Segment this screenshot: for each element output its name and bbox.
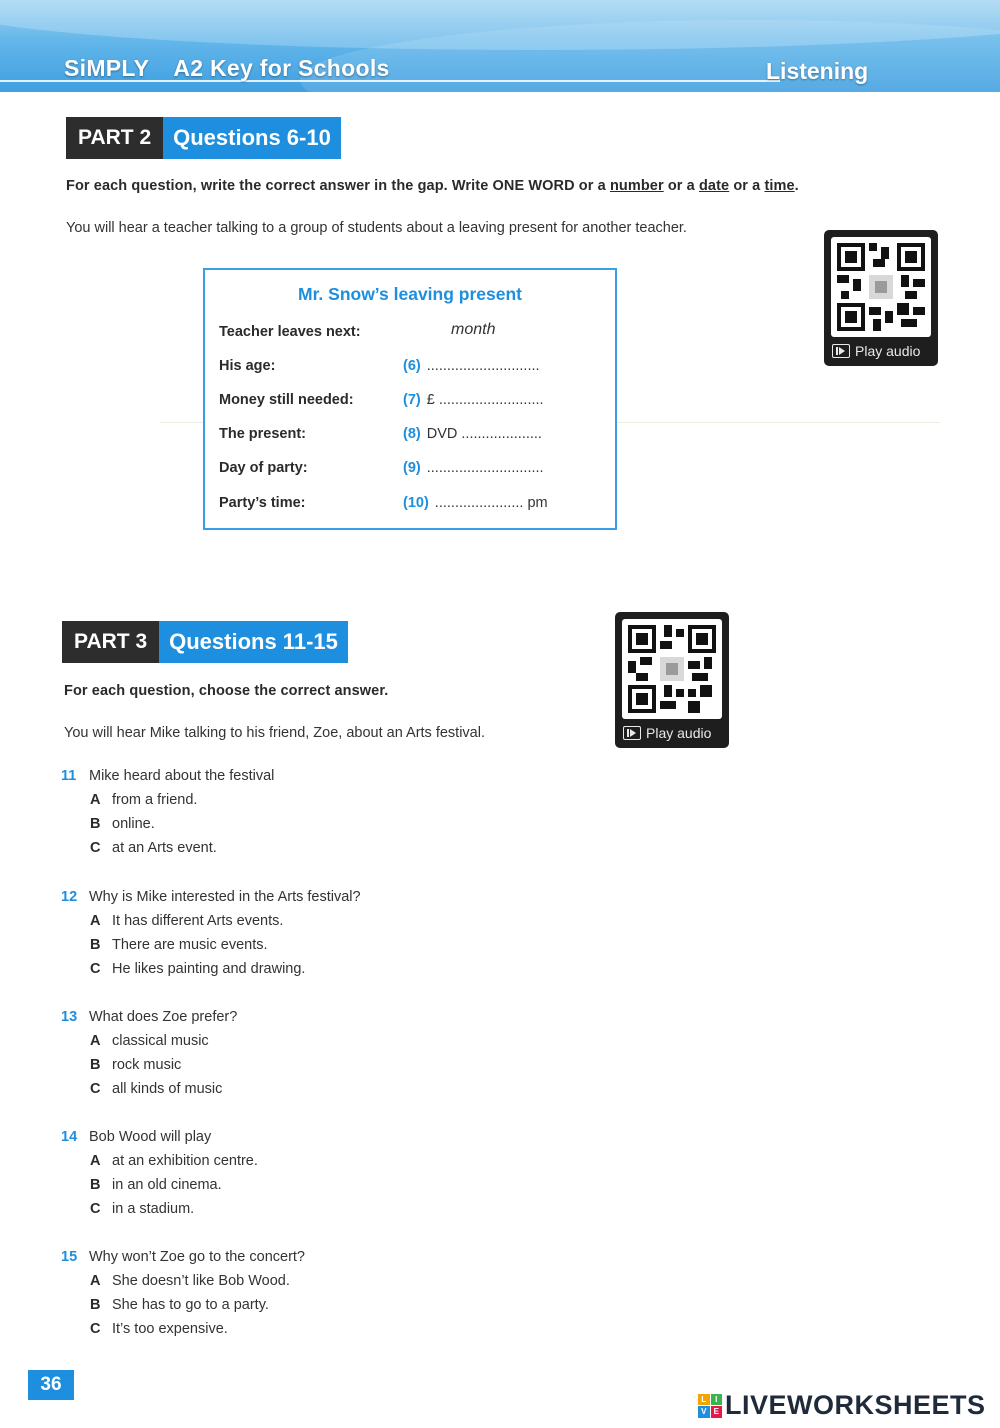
option-text: It has different Arts events. bbox=[112, 913, 284, 929]
liveworksheets-logo-icon bbox=[698, 1394, 722, 1418]
option-text: in a stadium. bbox=[112, 1201, 195, 1217]
option-letter: C bbox=[90, 961, 101, 977]
option-text: classical music bbox=[112, 1033, 209, 1049]
gap-number: (10) bbox=[403, 495, 429, 511]
option-13c[interactable] bbox=[90, 1081, 222, 1097]
question-11 bbox=[61, 768, 274, 784]
option-11a[interactable] bbox=[90, 792, 197, 808]
option-text: at an Arts event. bbox=[112, 840, 217, 856]
question-text: What does Zoe prefer? bbox=[89, 1009, 238, 1025]
part3-instruction: For each question, choose the correct answer. bbox=[64, 683, 389, 699]
question-13 bbox=[61, 1009, 237, 1025]
instruction-keyword: time bbox=[764, 178, 795, 194]
part2-instruction bbox=[66, 178, 799, 194]
answer-gap-6[interactable] bbox=[403, 358, 540, 374]
page-number: 36 bbox=[28, 1370, 74, 1400]
question-number: 15 bbox=[61, 1249, 78, 1265]
option-15b[interactable] bbox=[90, 1297, 269, 1313]
part3-header bbox=[62, 621, 348, 663]
option-13b[interactable] bbox=[90, 1057, 181, 1073]
question-14 bbox=[61, 1129, 211, 1145]
part2-audio-tile[interactable] bbox=[824, 230, 938, 366]
gap-number: (8) bbox=[403, 426, 421, 442]
gap-dots: ............................. bbox=[426, 460, 544, 476]
option-letter: A bbox=[90, 792, 101, 808]
instruction-text: or a bbox=[663, 178, 699, 194]
question-12 bbox=[61, 889, 361, 905]
instruction-keyword: number bbox=[609, 178, 664, 194]
part3-questions-label: Questions 11-15 bbox=[159, 621, 348, 663]
option-letter: A bbox=[90, 1033, 101, 1049]
gap-number: (7) bbox=[403, 392, 421, 408]
gap-dots: .................... bbox=[461, 426, 542, 442]
note-row-label: Teacher leaves next: bbox=[219, 324, 361, 340]
option-letter: A bbox=[90, 1153, 101, 1169]
gap-dots: ............................ bbox=[426, 358, 540, 374]
gap-suffix: pm bbox=[523, 495, 548, 511]
instruction-text: For each question, write the correct answer in the gap. Write ONE WORD or a bbox=[66, 178, 610, 194]
option-letter: C bbox=[90, 1081, 101, 1097]
logo-letter: V bbox=[698, 1406, 710, 1418]
part2-questions-label: Questions 6-10 bbox=[163, 117, 341, 159]
question-number: 11 bbox=[61, 768, 77, 784]
option-text: in an old cinema. bbox=[112, 1177, 222, 1193]
option-letter: B bbox=[90, 1057, 101, 1073]
play-audio-label: Play audio bbox=[855, 343, 921, 359]
option-text: at an exhibition centre. bbox=[112, 1153, 258, 1169]
option-text: She doesn’t like Bob Wood. bbox=[112, 1273, 290, 1289]
option-text: It’s too expensive. bbox=[112, 1321, 228, 1337]
option-letter: B bbox=[90, 1177, 101, 1193]
logo-letter: L bbox=[698, 1394, 710, 1406]
option-14c[interactable] bbox=[90, 1201, 194, 1217]
question-text: Why won’t Zoe go to the concert? bbox=[89, 1249, 305, 1265]
answer-gap-9[interactable] bbox=[403, 460, 544, 476]
option-letter: C bbox=[90, 840, 101, 856]
option-letter: A bbox=[90, 913, 101, 929]
instruction-text: . bbox=[794, 178, 799, 194]
question-number: 13 bbox=[61, 1009, 78, 1025]
question-text: Why is Mike interested in the Arts festival? bbox=[89, 889, 361, 905]
play-audio-button[interactable] bbox=[622, 725, 722, 741]
option-12b[interactable] bbox=[90, 937, 268, 953]
play-icon bbox=[832, 344, 850, 358]
question-number: 14 bbox=[61, 1129, 78, 1145]
part3-intro: You will hear Mike talking to his friend, Zoe, about an Arts festival. bbox=[64, 725, 485, 741]
option-text: online. bbox=[112, 816, 155, 832]
gap-prefix: £ bbox=[426, 392, 439, 408]
note-row-given-answer: month bbox=[451, 321, 496, 338]
part3-audio-tile[interactable] bbox=[615, 612, 729, 748]
option-11c[interactable] bbox=[90, 840, 217, 856]
question-15 bbox=[61, 1249, 305, 1265]
option-text: rock music bbox=[112, 1057, 182, 1073]
option-text: He likes painting and drawing. bbox=[112, 961, 306, 977]
instruction-text: or a bbox=[729, 178, 765, 194]
gap-dots: .......................... bbox=[438, 392, 544, 408]
logo-letter: I bbox=[711, 1394, 723, 1406]
option-text: all kinds of music bbox=[112, 1081, 223, 1097]
option-13a[interactable] bbox=[90, 1033, 209, 1049]
gap-number: (6) bbox=[403, 358, 421, 374]
question-number: 12 bbox=[61, 889, 78, 905]
option-12a[interactable] bbox=[90, 913, 283, 929]
option-14b[interactable] bbox=[90, 1177, 222, 1193]
watermark-text: LIVEWORKSHEETS bbox=[725, 1390, 986, 1420]
note-row-label: His age: bbox=[219, 358, 276, 374]
header-banner bbox=[0, 0, 1000, 92]
instruction-keyword: date bbox=[698, 178, 730, 194]
play-audio-button[interactable] bbox=[831, 343, 931, 359]
option-letter: B bbox=[90, 1297, 101, 1313]
logo-letter: E bbox=[711, 1406, 723, 1418]
brand-name: SiMPLY bbox=[64, 55, 150, 81]
note-row-label: Day of party: bbox=[219, 460, 308, 476]
gap-dots: ...................... bbox=[434, 495, 524, 511]
part2-header bbox=[66, 117, 341, 159]
note-row-label: The present: bbox=[219, 426, 307, 442]
answer-gap-8[interactable] bbox=[403, 426, 542, 442]
question-text: Mike heard about the festival bbox=[89, 768, 275, 784]
note-row-label: Party’s time: bbox=[219, 495, 306, 511]
part3-label: PART 3 bbox=[62, 621, 159, 663]
note-box bbox=[203, 268, 617, 530]
play-icon bbox=[623, 726, 641, 740]
option-text: She has to go to a party. bbox=[112, 1297, 269, 1313]
part2-label: PART 2 bbox=[66, 117, 163, 159]
section-name: Listening bbox=[766, 58, 869, 84]
answer-gap-10[interactable] bbox=[403, 495, 548, 511]
gap-number: (9) bbox=[403, 460, 421, 476]
option-14a[interactable] bbox=[90, 1153, 258, 1169]
option-12c[interactable] bbox=[90, 961, 305, 977]
gap-prefix: DVD bbox=[426, 426, 462, 442]
book-name: A2 Key for Schools bbox=[173, 55, 390, 81]
option-letter: C bbox=[90, 1201, 101, 1217]
book-title bbox=[64, 55, 390, 82]
option-text: There are music events. bbox=[112, 937, 268, 953]
note-row-label: Money still needed: bbox=[219, 392, 354, 408]
play-audio-label: Play audio bbox=[646, 725, 712, 741]
option-text: from a friend. bbox=[112, 792, 198, 808]
question-text: Bob Wood will play bbox=[89, 1129, 212, 1145]
option-15c[interactable] bbox=[90, 1321, 228, 1337]
option-letter: C bbox=[90, 1321, 101, 1337]
note-title: Mr. Snow’s leaving present bbox=[298, 284, 522, 304]
part2-intro: You will hear a teacher talking to a group of students about a leaving present for another teacher. bbox=[66, 220, 687, 236]
option-letter: A bbox=[90, 1273, 101, 1289]
option-letter: B bbox=[90, 816, 101, 832]
option-letter: B bbox=[90, 937, 101, 953]
option-11b[interactable] bbox=[90, 816, 155, 832]
qr-code-icon bbox=[831, 237, 931, 337]
liveworksheets-watermark bbox=[698, 1390, 986, 1421]
qr-code-icon bbox=[622, 619, 722, 719]
answer-gap-7[interactable] bbox=[403, 392, 544, 408]
option-15a[interactable] bbox=[90, 1273, 290, 1289]
